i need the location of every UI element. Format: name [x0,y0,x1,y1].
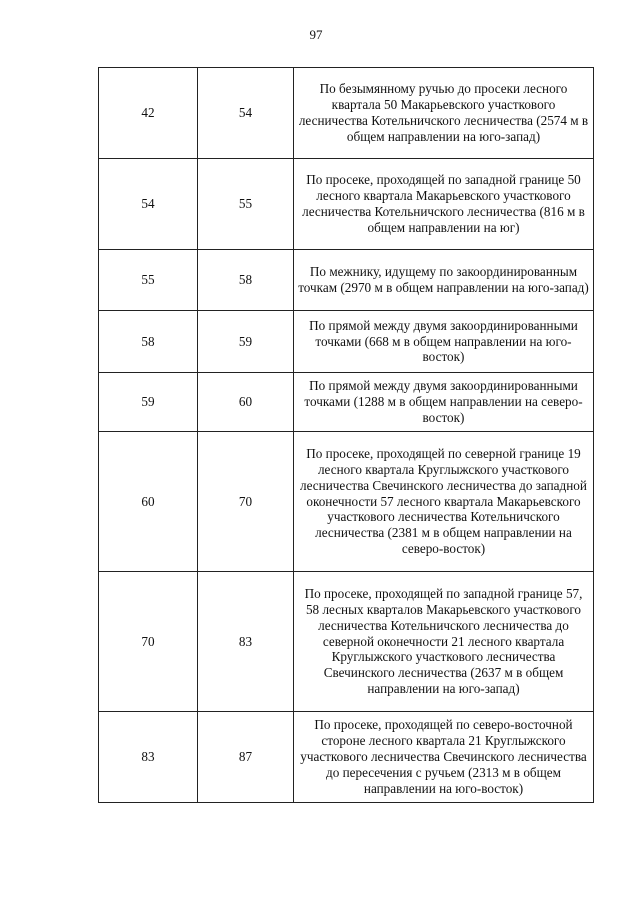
point-from-cell: 59 [99,373,198,432]
page-number: 97 [309,27,323,42]
point-from-cell: 55 [99,250,198,311]
boundary-description-cell: По просеке, проходящей по северной границе 19 лесного квартала Круглыжского участкового лесничества Свечинского лесничества до западной оконечности 57 лесного квартала Макарьевского участкового лесничества Котельничского лесничества (2381 м в общем направлении на северо-восток) [294,432,594,572]
point-from-cell: 70 [99,572,198,712]
table-row [99,250,594,311]
point-to-cell: 60 [198,373,294,432]
point-to-cell: 87 [198,712,294,803]
boundary-description-cell: По прямой между двумя закоординированными точками (1288 м в общем направлении на северо-восток) [294,373,594,432]
boundary-description-cell: По просеке, проходящей по западной границе 50 лесного квартала Макарьевского участкового лесничества Котельничского лесничества (816 м в общем направлении на юг) [294,159,594,250]
boundary-description-table [98,67,594,803]
boundary-description-cell: По прямой между двумя закоординированными точками (668 м в общем направлении на юго-восток) [294,311,594,373]
table-row [99,159,594,250]
point-from-cell: 58 [99,311,198,373]
point-from-cell: 60 [99,432,198,572]
point-to-cell: 58 [198,250,294,311]
point-from-cell: 54 [99,159,198,250]
point-from-cell: 83 [99,712,198,803]
point-to-cell: 55 [198,159,294,250]
table-row [99,572,594,712]
boundary-description-cell: По просеке, проходящей по северо-восточной стороне лесного квартала 21 Круглыжского участкового лесничества Свечинского лесничества до пересечения с ручьем (2313 м в общем направлении на юго-восток) [294,712,594,803]
table-row [99,311,594,373]
table-row [99,373,594,432]
point-to-cell: 59 [198,311,294,373]
table-row [99,432,594,572]
table-row [99,712,594,803]
table-row [99,68,594,159]
point-to-cell: 54 [198,68,294,159]
boundary-description-cell: По просеке, проходящей по западной границе 57, 58 лесных кварталов Макарьевского участкового лесничества Котельничского лесничества до северной оконечности 21 лесного квартала Круглыжского участкового лесничества Свечинского лесничества (2637 м в общем направлении на юго-запад) [294,572,594,712]
point-from-cell: 42 [99,68,198,159]
point-to-cell: 70 [198,432,294,572]
boundary-description-cell: По безымянному ручью до просеки лесного квартала 50 Макарьевского участкового лесничества Котельничского лесничества (2574 м в общем направлении на юго-запад) [294,68,594,159]
point-to-cell: 83 [198,572,294,712]
boundary-description-cell: По межнику, идущему по закоординированным точкам (2970 м в общем направлении на юго-запад) [294,250,594,311]
